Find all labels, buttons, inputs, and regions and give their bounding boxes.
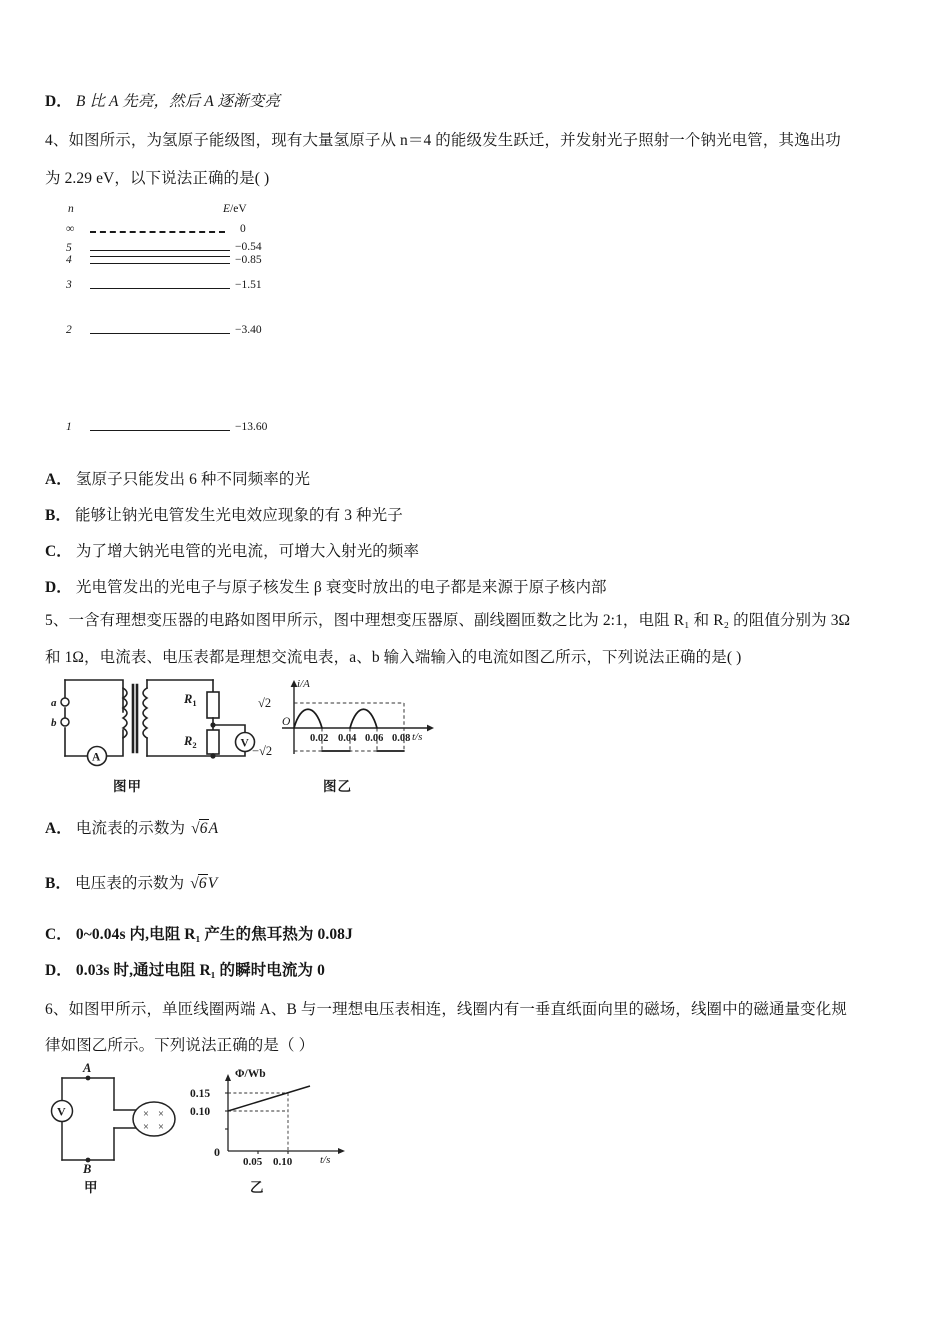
energy-diagram-e-header: E/eV — [223, 203, 247, 215]
waveform-xtick-1: 0.02 — [310, 733, 329, 744]
secondary-coil-winding — [143, 688, 147, 738]
question4-option-d-text: 光电管发出的光电子与原子核发生 β 衰变时放出的电子都是来源于原子核内部 — [75, 579, 607, 596]
flux-y-arrow — [225, 1074, 231, 1081]
waveform-ytick-neg: −√2 — [252, 744, 273, 758]
question6-stem-text1: 如图甲所示，单匝线圈两端 A、B 与一理想电压表相连，线圈内有一垂直纸面向里的磁场，线圈中的磁通量变化规 — [68, 1001, 847, 1018]
question4-stem-text1: 如图所示，为氢原子能级图，现有大量氢原子从 n＝4 的能级发生跃迁，并发射光子照射一个钠光电管，其逸出功 — [68, 132, 841, 149]
energy-level-line-2 — [90, 333, 230, 334]
terminal-a-label: a — [51, 697, 57, 709]
question6-stem-line1 — [45, 1002, 847, 1018]
energy-level-n-inf: ∞ — [66, 223, 75, 235]
question4-option-b-text: 能够让钠光电管发生光电效应现象的有 3 种光子 — [75, 507, 403, 524]
coil-voltmeter-figure — [48, 1060, 188, 1178]
flux-ytick-015: 0.15 — [190, 1088, 211, 1100]
waveform-ylabel: i/A — [297, 678, 310, 690]
flux-graph-svg — [180, 1063, 360, 1178]
resistor-r1-label: $R_1$ — [184, 692, 197, 708]
terminal-a-dot — [86, 1076, 91, 1081]
energy-level-diagram — [60, 203, 350, 451]
prev-option-d-label: D． — [45, 93, 72, 110]
question5-option-d-text: 0.03s 时,通过电阻 R₁ 的瞬时电流为 0 — [75, 962, 325, 979]
energy-level-value-3: −1.51 — [235, 279, 262, 291]
question5-option-d — [45, 963, 325, 979]
coil-figure-caption: 甲 — [84, 1180, 99, 1195]
question5-number: 5、 — [45, 612, 69, 629]
energy-level-line-mid — [90, 256, 230, 257]
question5-option-a-label: A． — [45, 820, 72, 837]
question4-option-c-text: 为了增大钠光电管的光电流，可增大入射光的频率 — [75, 543, 420, 560]
waveform-x-arrow — [427, 725, 434, 732]
flux-xtick-005: 0.05 — [243, 1156, 263, 1168]
junction-dot-mid — [210, 722, 215, 727]
question5-stem-text1: 一含有理想变压器的电路如图甲所示，图中理想变压器原、副线圈匝数之比为 2:1，电阻 R₁ 和 R₂ 的阻值分别为 3Ω — [68, 612, 851, 629]
flux-graph-figure — [180, 1063, 360, 1178]
question4-option-c — [45, 544, 419, 560]
prev-option-d-text: B 比 A 先亮，然后 A 逐渐变亮 — [75, 93, 280, 110]
question5-option-a-text: 电流表的示数为 — [75, 820, 190, 837]
energy-level-line-4 — [90, 263, 230, 264]
voltmeter-label: V — [240, 737, 249, 750]
energy-diagram-n-header: n — [68, 203, 74, 215]
terminal-a-node — [61, 698, 69, 706]
waveform-xtick-2: 0.04 — [338, 733, 357, 744]
question5-option-c-text: 0~0.04s 内,电阻 R₁ 产生的焦耳热为 0.08J — [75, 926, 353, 943]
primary-wire-top — [65, 680, 123, 712]
current-waveform-svg — [252, 676, 442, 776]
question5-option-b-label: B． — [45, 875, 72, 892]
question5-option-a — [45, 821, 218, 837]
question6-stem-line2: 律如图乙所示。下列说法正确的是（ ） — [45, 1037, 315, 1054]
energy-level-line-3 — [90, 288, 230, 289]
question4-number: 4、 — [45, 132, 69, 149]
resistor-r2-label: $R_2$ — [184, 734, 197, 750]
question4-option-b-label: B． — [45, 507, 72, 524]
waveform-xlabel: t/s — [412, 731, 423, 743]
question4-stem-line1 — [45, 133, 841, 149]
energy-level-n-1: 1 — [66, 421, 72, 433]
coil-terminal-a-label: A — [83, 1061, 92, 1075]
flux-xlabel: t/s — [320, 1154, 331, 1166]
question5-stem-line1 — [45, 613, 850, 629]
question5-option-d-label: D． — [45, 962, 72, 979]
svg-text:×: × — [143, 1109, 149, 1120]
energy-level-n-2: 2 — [66, 324, 72, 336]
question5-option-b-value: √6V — [190, 875, 218, 892]
energy-level-n-5: 5 — [66, 242, 72, 254]
svg-text:×: × — [158, 1122, 164, 1133]
terminal-b-label: b — [51, 717, 57, 729]
energy-level-n-3: 3 — [66, 279, 72, 291]
energy-level-value-5: −0.54 — [235, 241, 262, 253]
energy-level-value-4: −0.85 — [235, 254, 262, 266]
coil-voltmeter-label: V — [57, 1104, 66, 1119]
resistor-r2-body — [207, 730, 219, 754]
waveform-hump-2 — [350, 709, 377, 728]
coil-terminal-b-label: B — [83, 1162, 92, 1176]
waveform-xtick-4: 0.08 — [392, 733, 411, 744]
waveform-origin-label: O — [282, 716, 291, 728]
energy-level-n-4: 4 — [66, 254, 72, 266]
transformer-circuit-svg — [45, 672, 260, 777]
flux-xtick-010: 0.10 — [273, 1156, 293, 1168]
junction-dot-bottom — [210, 753, 215, 758]
question5-option-b-text: 电压表的示数为 — [75, 875, 189, 892]
transformer-circuit-figure — [45, 672, 260, 777]
question5-option-b — [45, 876, 217, 892]
question4-option-a — [45, 472, 310, 488]
waveform-xtick-3: 0.06 — [365, 733, 384, 744]
question4-option-a-text: 氢原子只能发出 6 种不同频率的光 — [75, 471, 311, 488]
waveform-ytick-pos: √2 — [258, 696, 272, 710]
ammeter-label: A — [92, 751, 101, 764]
energy-level-line-5 — [90, 250, 230, 251]
question4-stem-line2: 为 2.29 eV，以下说法正确的是( ) — [45, 170, 270, 187]
svg-text:×: × — [143, 1122, 149, 1133]
prev-option-d — [45, 94, 280, 110]
svg-text:×: × — [158, 1109, 164, 1120]
question4-option-d-label: D． — [45, 579, 72, 596]
question4-option-a-label: A． — [45, 471, 72, 488]
flux-origin-label: 0 — [214, 1145, 220, 1159]
question6-number: 6、 — [45, 1001, 69, 1018]
terminal-b-node — [61, 718, 69, 726]
flux-x-arrow — [338, 1148, 345, 1154]
energy-level-line-inf — [90, 231, 225, 233]
circuit-caption: 图甲 — [113, 779, 142, 794]
current-waveform-figure — [252, 676, 442, 776]
question5-option-c-label: C． — [45, 926, 72, 943]
question5-option-a-value: √6A — [191, 820, 219, 837]
waveform-hump-1 — [294, 709, 322, 728]
question4-option-c-label: C． — [45, 543, 72, 560]
flux-graph-caption: 乙 — [250, 1180, 265, 1195]
question4-option-d — [45, 580, 607, 596]
question5-stem-line2: 和 1Ω，电流表、电压表都是理想交流电表，a、b 输入端输入的电流如图乙所示，下列说法正确的是( ) — [45, 649, 742, 666]
question5-option-c — [45, 927, 353, 943]
energy-level-value-inf: 0 — [240, 223, 246, 235]
flux-trend-line — [228, 1086, 310, 1111]
coil-ellipse — [133, 1102, 175, 1136]
coil-voltmeter-svg — [48, 1060, 188, 1178]
flux-ytick-010: 0.10 — [190, 1106, 211, 1118]
energy-level-value-2: −3.40 — [235, 324, 262, 336]
energy-level-value-1: −13.60 — [235, 421, 268, 433]
question4-option-b — [45, 508, 403, 524]
flux-ylabel: Φ/Wb — [235, 1068, 266, 1080]
energy-level-line-1 — [90, 430, 230, 431]
waveform-caption: 图乙 — [323, 779, 352, 794]
resistor-r1-body — [207, 692, 219, 718]
